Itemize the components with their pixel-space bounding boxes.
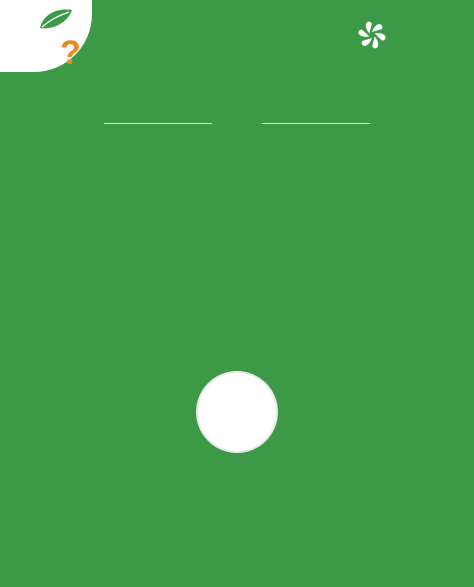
center-hub [197, 372, 277, 452]
framework-diagram [85, 270, 389, 580]
title-rule-left [104, 123, 212, 124]
question-mark-icon [56, 30, 86, 70]
sabias-que-badge [0, 0, 92, 72]
sume-logo [354, 18, 458, 70]
leaf-icon [36, 6, 76, 32]
title-rule-right [262, 123, 370, 124]
pinwheel-logo-icon [356, 18, 388, 52]
svg-text:?: ? [60, 34, 81, 70]
